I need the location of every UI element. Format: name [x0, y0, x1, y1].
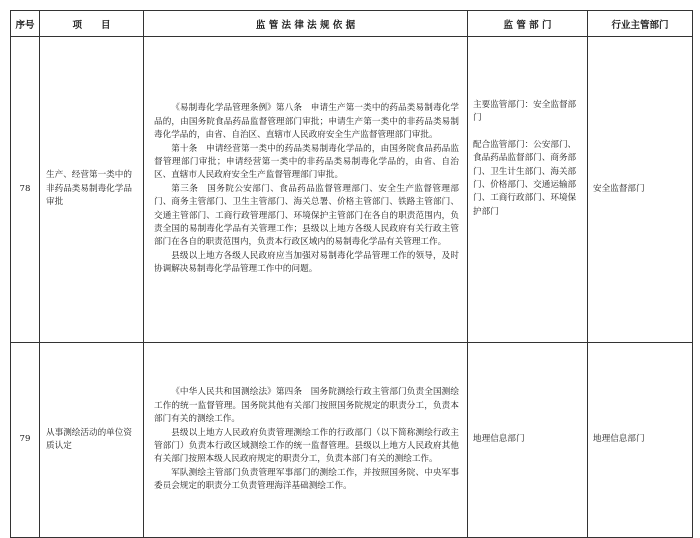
row-basis	[144, 37, 468, 343]
header-number: 序号	[11, 11, 40, 37]
row-number: 79	[11, 343, 40, 538]
table-row	[11, 37, 693, 343]
row-number: 78	[11, 37, 40, 343]
row-industry: 地理信息部门	[588, 343, 693, 538]
header-basis: 监 管 法 律 法 规 依 据	[144, 11, 468, 37]
dept-coop: 配合监管部门：公安部门、食品药品监督部门、商务部门、卫生计生部门、海关部门、价格部门、交通运输部门、工商行政部门、环境保护部门	[473, 139, 577, 217]
row-dept: 地理信息部门	[468, 343, 588, 538]
row-item: 生产、经营第一类中的非药品类易制毒化学品审批	[40, 37, 144, 343]
basis-paragraph: 《中华人民共和国测绘法》第四条 国务院测绘行政主管部门负责全国测绘工作的统一监督管理。国务院其他有关部门按照国务院规定的职责分工，负责本部门有关的测绘工作。	[154, 387, 459, 425]
header-industry: 行业主管部门	[588, 11, 693, 37]
basis-paragraph: 县级以上地方各级人民政府应当加强对易制毒化学品管理工作的领导，及时协调解决易制毒化学品管理工作中的问题。	[154, 250, 459, 275]
regulation-table	[10, 10, 693, 538]
table-row	[11, 343, 693, 538]
basis-paragraph: 第十条 申请经营第一类中的药品类易制毒化学品的，由国务院食品药品监督管理部门审批；申请经营第一类中的非药品类易制毒化学品的，由省、自治区、直辖市人民政府安全生产监督管理部门审批。	[154, 143, 459, 181]
header-dept: 监 管 部 门	[468, 11, 588, 37]
basis-paragraph: 《易制毒化学品管理条例》第八条 申请生产第一类中的药品类易制毒化学品的，由国务院食品药品监督管理部门审批；申请生产第一类中的非药品类易制毒化学品的，由省、自治区、直辖市人民政府安全生产监督管理部门审批。	[154, 103, 459, 141]
row-item: 从事测绘活动的单位资质认定	[40, 343, 144, 538]
basis-paragraph: 军队测绘主管部门负责管理军事部门的测绘工作，并按照国务院、中央军事委员会规定的职责分工负责管理海洋基础测绘工作。	[154, 467, 459, 492]
row-dept	[468, 37, 588, 343]
header-item: 项 目	[40, 11, 144, 37]
dept-main: 主要监管部门：安全监督部门	[473, 100, 577, 124]
table-header-row	[11, 11, 693, 37]
row-industry: 安全监督部门	[588, 37, 693, 343]
basis-paragraph: 第三条 国务院公安部门、食品药品监督管理部门、安全生产监督管理部门、商务主管部门、卫生主管部门、海关总署、价格主管部门、铁路主管部门、交通主管部门、工商行政管理部门、环境保护主管部门在各自的职责范围内，负责全国的易制毒化学品有关管理工作；县级以上地方各级人民政府有关行政主管部门在各自的职责范围内，负责本行政区域内的易制毒化学品有关管理工作。	[154, 183, 459, 248]
basis-paragraph: 县级以上地方人民政府负责管理测绘工作的行政部门（以下简称测绘行政主管部门）负责本行政区域测绘工作的统一监督管理。县级以上地方人民政府其他有关部门按照本级人民政府规定的职责分工，负责本部门有关的测绘工作。	[154, 427, 459, 465]
row-basis	[144, 343, 468, 538]
